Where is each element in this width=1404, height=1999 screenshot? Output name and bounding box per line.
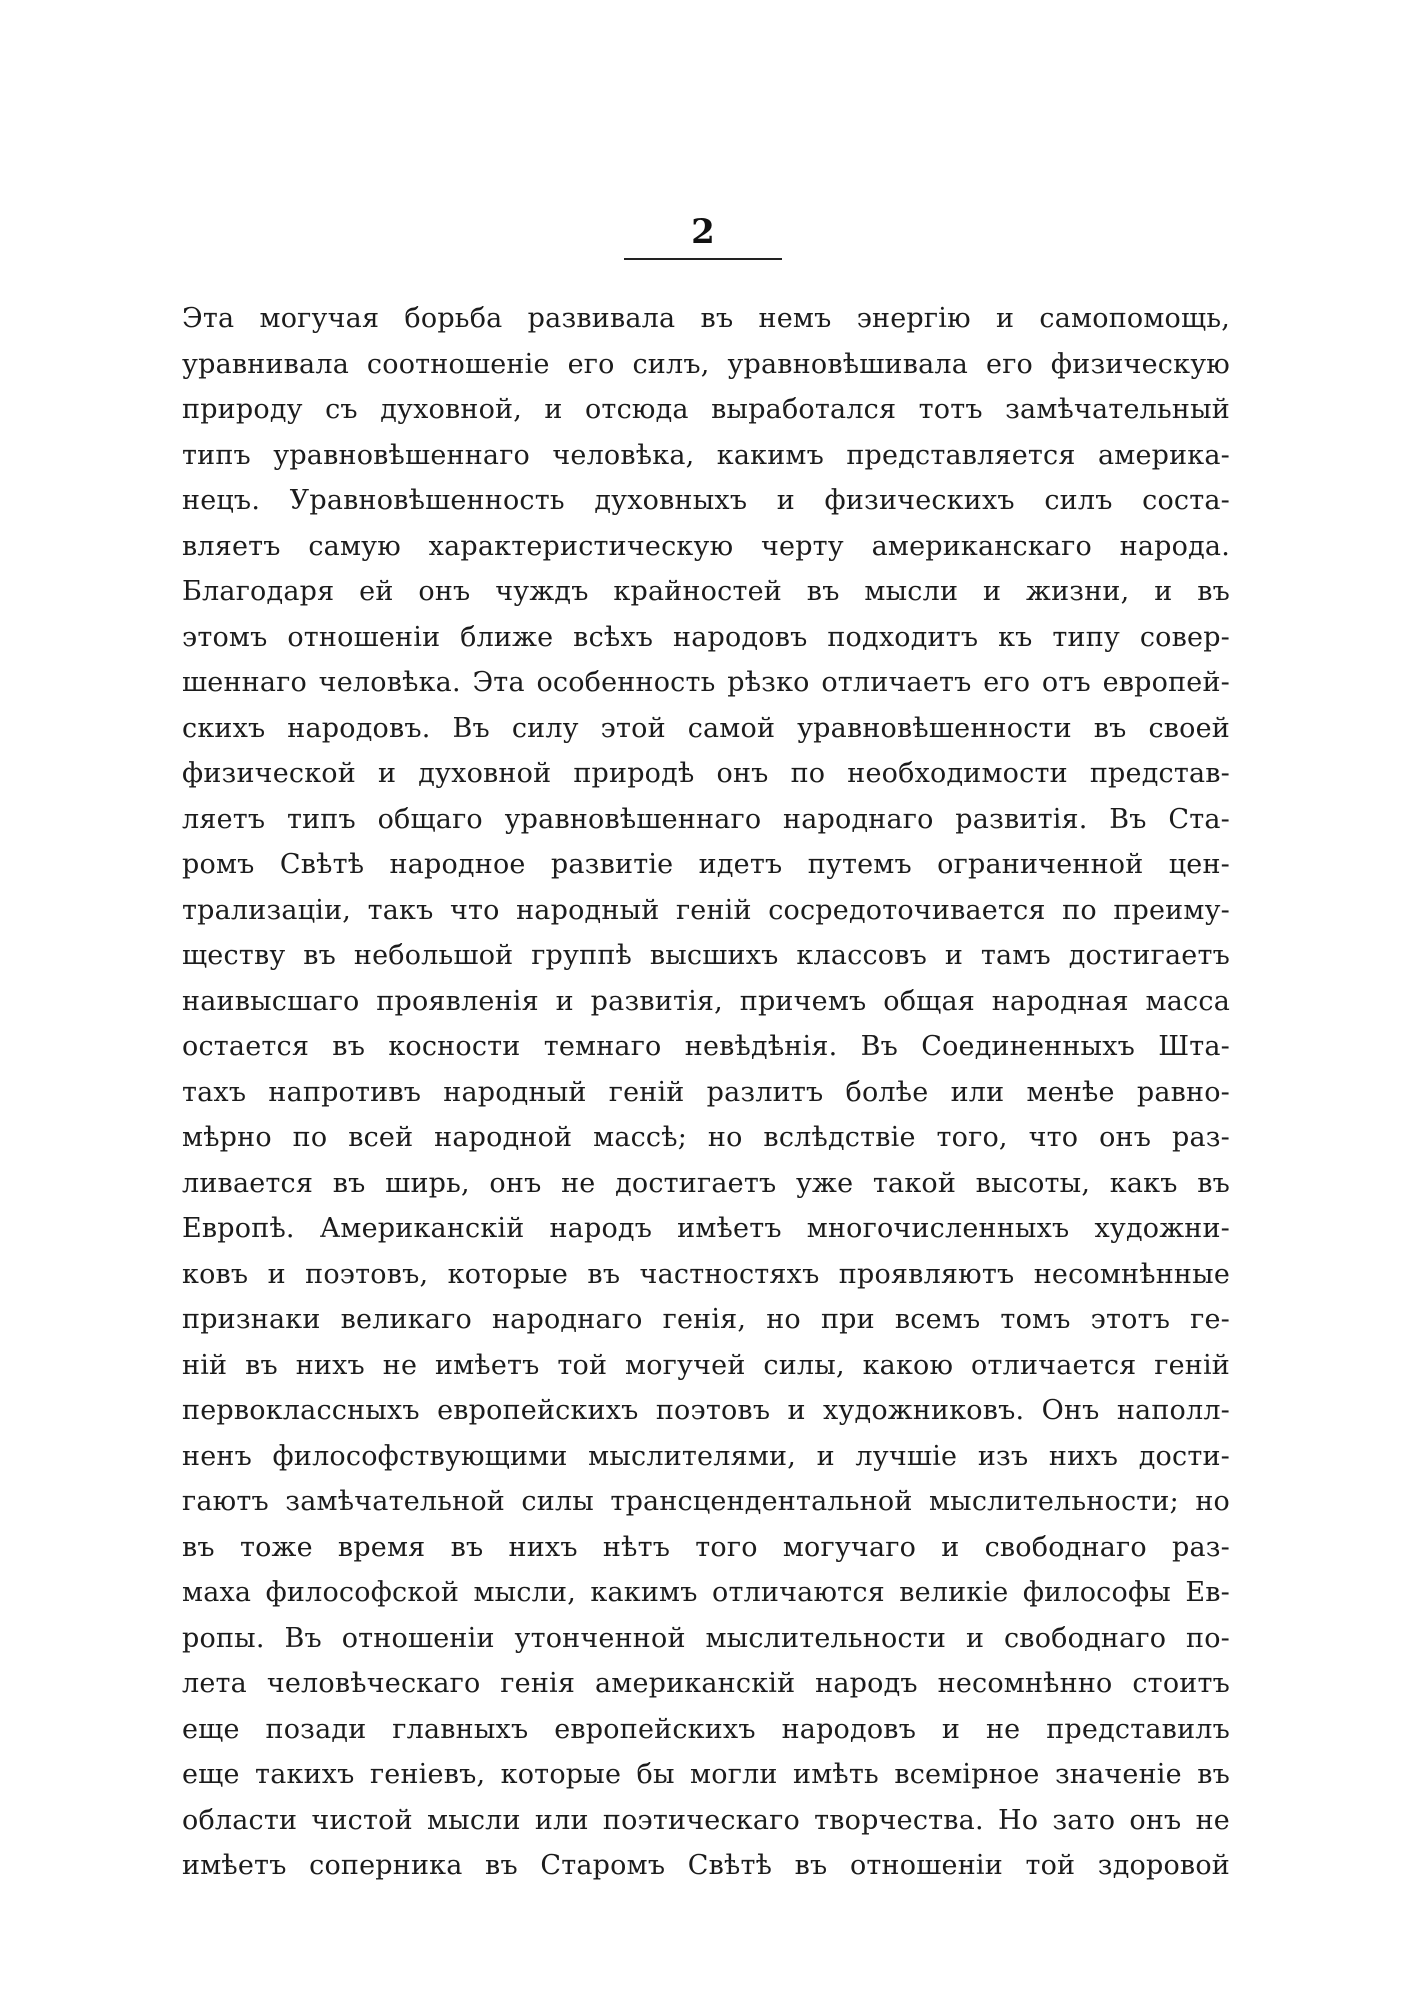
text-line: остается въ косности темнаго невѣдѣнія. Въ Соединенныхъ Шта- bbox=[182, 1031, 1230, 1062]
text-line: гаютъ замѣчательной силы трансцендентальной мыслительности; но bbox=[182, 1486, 1230, 1517]
text-line: природу съ духовной, и отсюда выработался тотъ замѣчательный bbox=[182, 394, 1230, 425]
text-line: типъ уравновѣшеннаго человѣка, какимъ представляется америка- bbox=[182, 439, 1230, 471]
text-line: вляетъ самую характеристическую черту американскаго народа. bbox=[182, 530, 1230, 562]
text-line: области чистой мысли или поэтическаго творчества. Но зато онъ не bbox=[182, 1804, 1230, 1836]
text-line: лета человѣческаго генія американскій народъ несомнѣнно стоитъ bbox=[182, 1668, 1230, 1699]
body-text bbox=[182, 296, 1230, 1889]
text-line: ляетъ типъ общаго уравновѣшеннаго народнаго развитія. Въ Ста- bbox=[182, 803, 1230, 835]
page-number: 2 bbox=[691, 212, 715, 252]
text-line: первоклассныхъ европейскихъ поэтовъ и художниковъ. Онъ наполл- bbox=[182, 1395, 1230, 1426]
text-line: мѣрно по всей народной массѣ; но вслѣдствіе того, что онъ раз- bbox=[182, 1122, 1230, 1153]
text-line: наивысшаго проявленія и развитія, причемъ общая народная масса bbox=[182, 985, 1230, 1017]
text-line: ненъ философствующими мыслителями, и лучшіе изъ нихъ дости- bbox=[182, 1440, 1230, 1472]
text-line: физической и духовной природѣ онъ по необходимости представ- bbox=[182, 758, 1230, 789]
text-line: этомъ отношеніи ближе всѣхъ народовъ подходитъ къ типу совер- bbox=[182, 621, 1230, 653]
text-line: нецъ. Уравновѣшенность духовныхъ и физическихъ силъ соста- bbox=[182, 485, 1230, 516]
text-line: шеннаго человѣка. Эта особенность рѣзко отличаетъ его отъ европей- bbox=[182, 667, 1230, 698]
text-line: ществу въ небольшой группѣ высшихъ классовъ и тамъ достигаетъ bbox=[182, 940, 1230, 971]
text-line: Эта могучая борьба развивала въ немъ энергію и самопомощь, bbox=[182, 303, 1230, 334]
text-line: въ тоже время въ нихъ нѣтъ того могучаго и свободнаго раз- bbox=[182, 1531, 1230, 1563]
text-line: ропы. Въ отношеніи утонченной мыслительности и свободнаго по- bbox=[182, 1622, 1230, 1654]
text-line: ливается въ ширь, онъ не достигаетъ уже такой высоты, какъ въ bbox=[182, 1167, 1230, 1199]
text-line: еще такихъ геніевъ, которые бы могли имѣть всемірное значеніе въ bbox=[182, 1759, 1230, 1790]
text-line: имѣетъ соперника въ Старомъ Свѣтѣ въ отношеніи той здоровой bbox=[182, 1850, 1230, 1881]
page-number-rule bbox=[624, 258, 782, 260]
text-line: ромъ Свѣтѣ народное развитіе идетъ путемъ ограниченной цен- bbox=[182, 849, 1230, 880]
text-line: скихъ народовъ. Въ силу этой самой уравновѣшенности въ своей bbox=[182, 712, 1230, 744]
text-line: ковъ и поэтовъ, которые въ частностяхъ проявляютъ несомнѣнные bbox=[182, 1258, 1230, 1290]
text-line: тахъ напротивъ народный геній разлитъ болѣе или менѣе равно- bbox=[182, 1076, 1230, 1108]
text-line: уравнивала соотношеніе его силъ, уравновѣшивала его физическую bbox=[182, 348, 1230, 380]
text-line: признаки великаго народнаго генія, но при всемъ томъ этотъ ге- bbox=[182, 1304, 1230, 1335]
text-line: маха философской мысли, какимъ отличаются великіе философы Ев- bbox=[182, 1577, 1230, 1608]
text-line: трализаціи, такъ что народный геній сосредоточивается по преиму- bbox=[182, 894, 1230, 926]
text-line: ній въ нихъ не имѣетъ той могучей силы, какою отличается геній bbox=[182, 1349, 1230, 1381]
text-line: еще позади главныхъ европейскихъ народовъ и не представилъ bbox=[182, 1713, 1230, 1745]
text-line: Европѣ. Американскій народъ имѣетъ многочисленныхъ художни- bbox=[182, 1213, 1230, 1244]
text-line: Благодаря ей онъ чуждъ крайностей въ мысли и жизни, и въ bbox=[182, 576, 1230, 607]
